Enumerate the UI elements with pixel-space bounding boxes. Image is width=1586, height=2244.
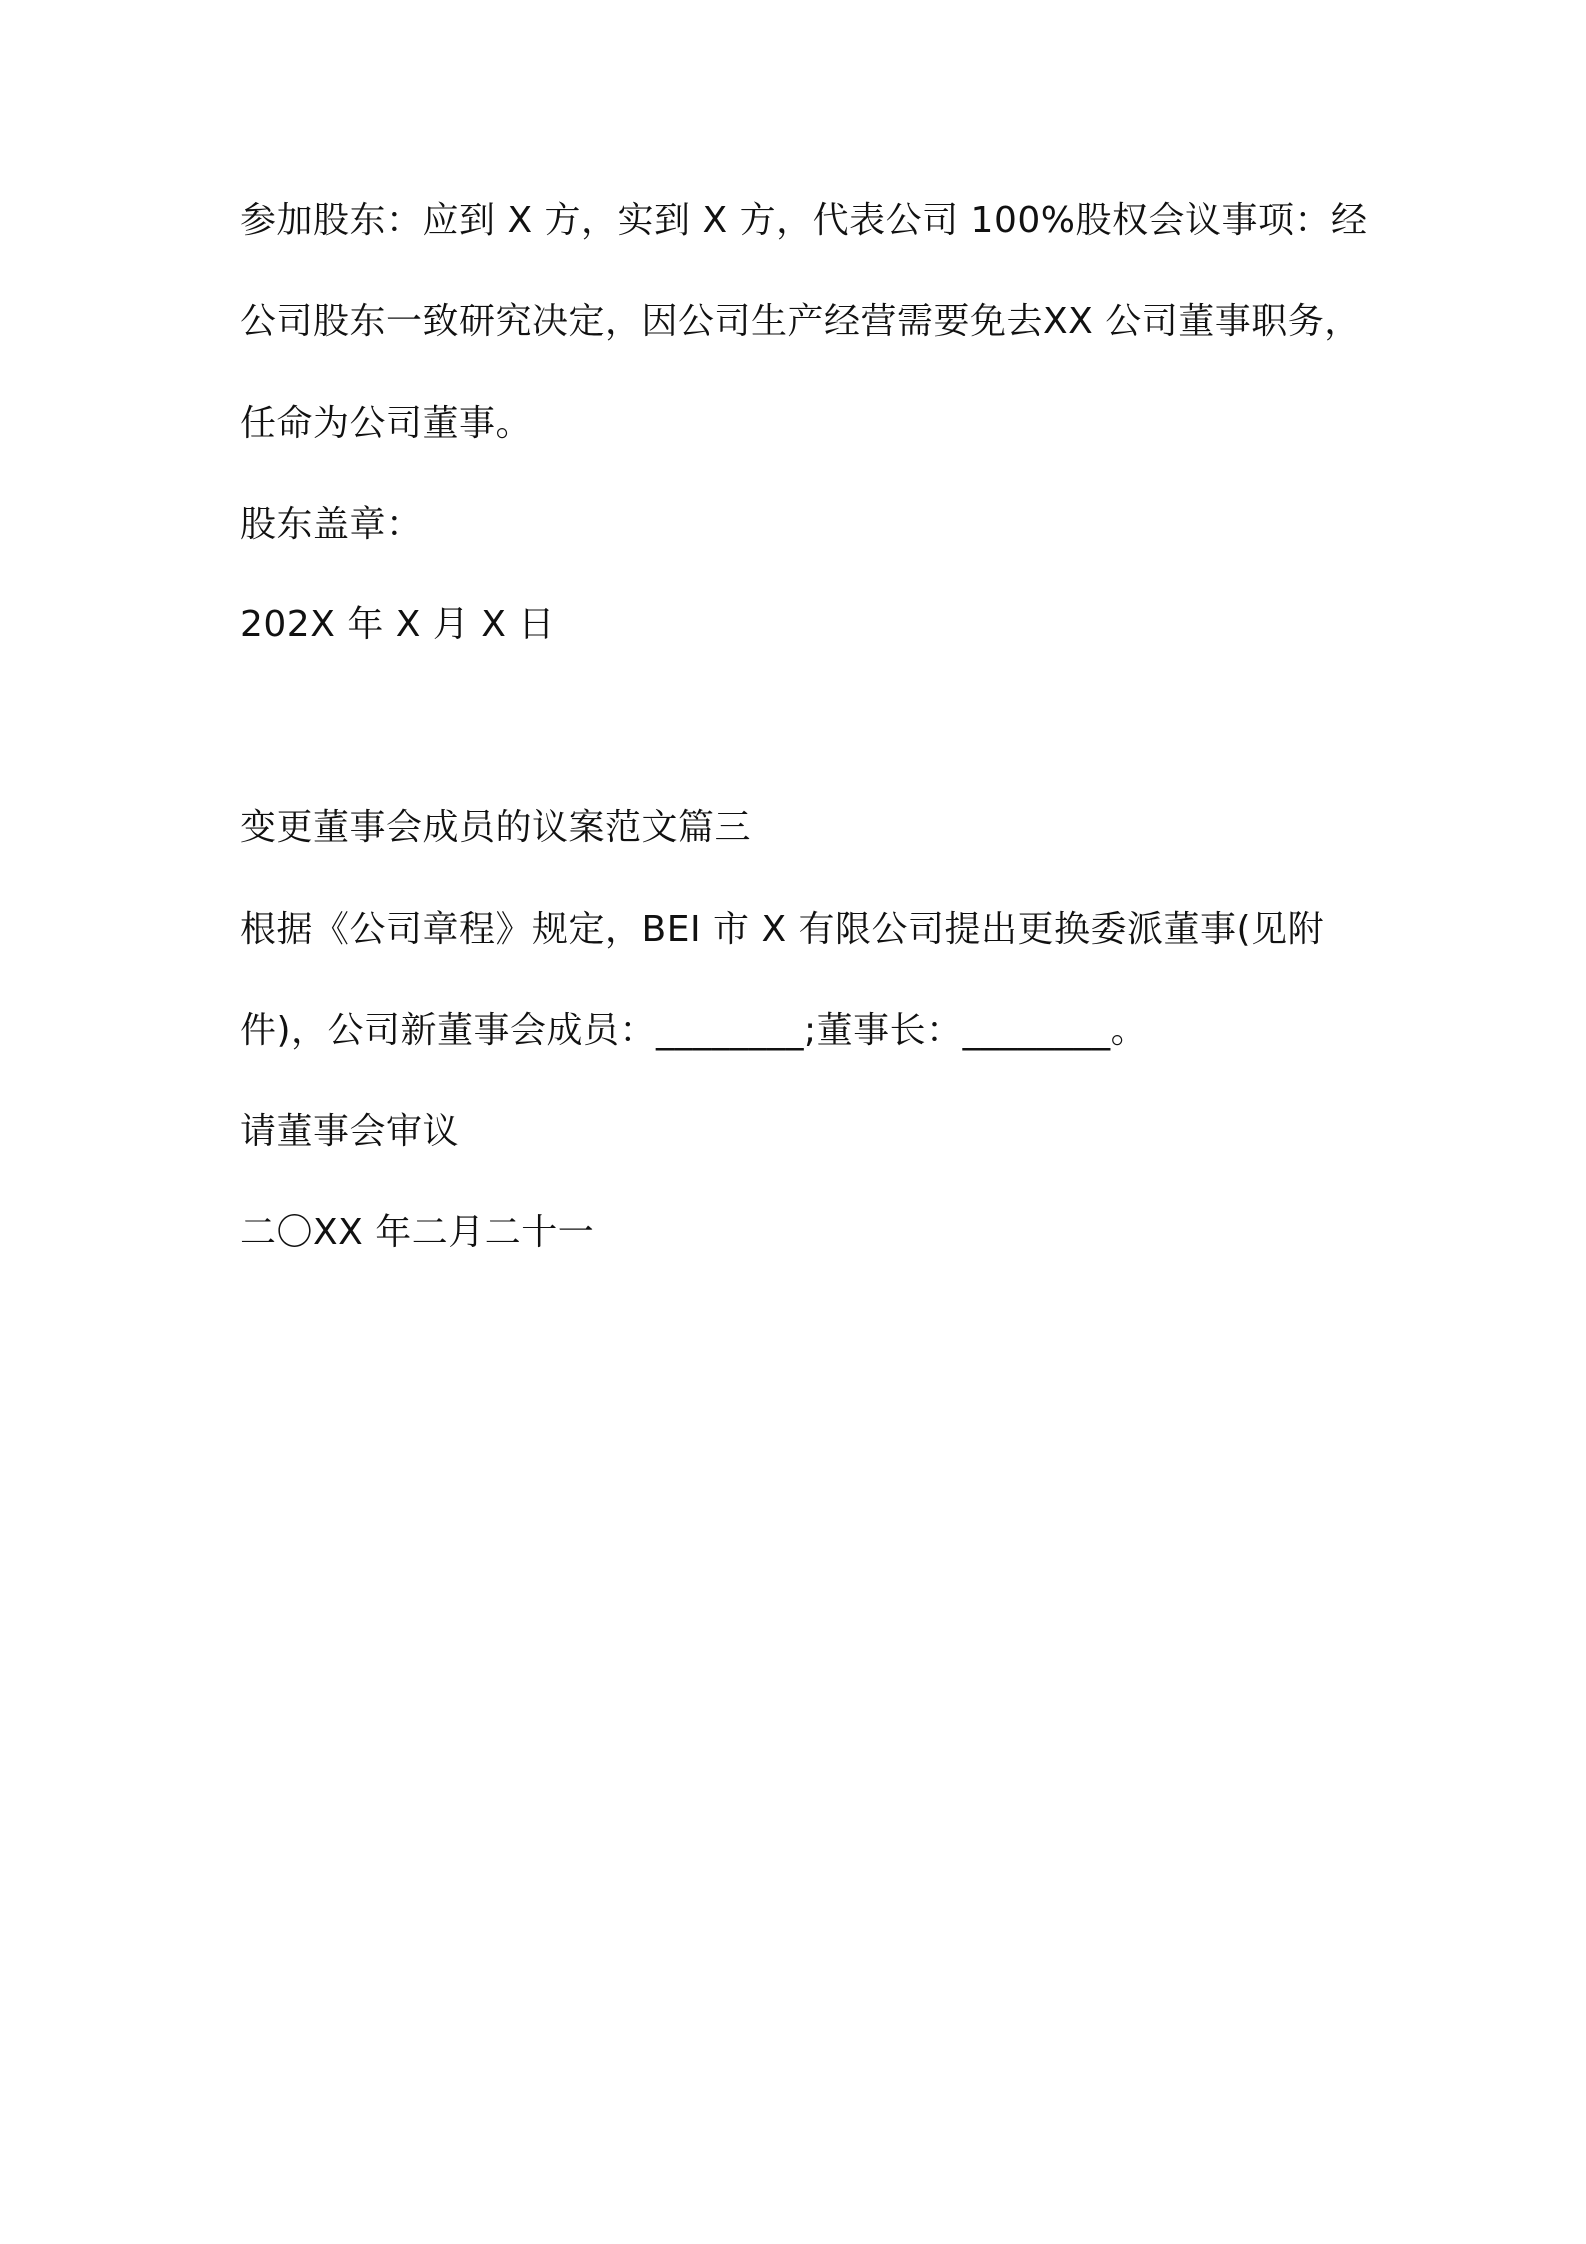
proposal-text: 根据《公司章程》规定，BEI 市 X 有限公司提出更换委派董事(见附 — [240, 909, 1325, 950]
section-heading: 变更董事会成员的议案范文篇三 — [240, 807, 752, 848]
new-board-members-text: 件)，公司新董事会成员：________;董事长：________。 — [240, 1010, 1148, 1051]
appointment-text: 任命为公司董事。 — [240, 403, 533, 444]
resolution-date: 202X 年 X 月 X 日 — [240, 604, 555, 645]
attendance-text: 参加股东：应到 X 方，实到 X 方，代表公司 100%股权会议事项：经 — [240, 200, 1368, 241]
shareholder-seal-label: 股东盖章： — [240, 504, 423, 545]
proposal-date: 二〇XX 年二月二十一 — [240, 1212, 595, 1253]
resolution-text: 公司股东一致研究决定，因公司生产经营需要免去XX 公司董事职务， — [240, 301, 1361, 342]
review-request-text: 请董事会审议 — [240, 1111, 460, 1152]
